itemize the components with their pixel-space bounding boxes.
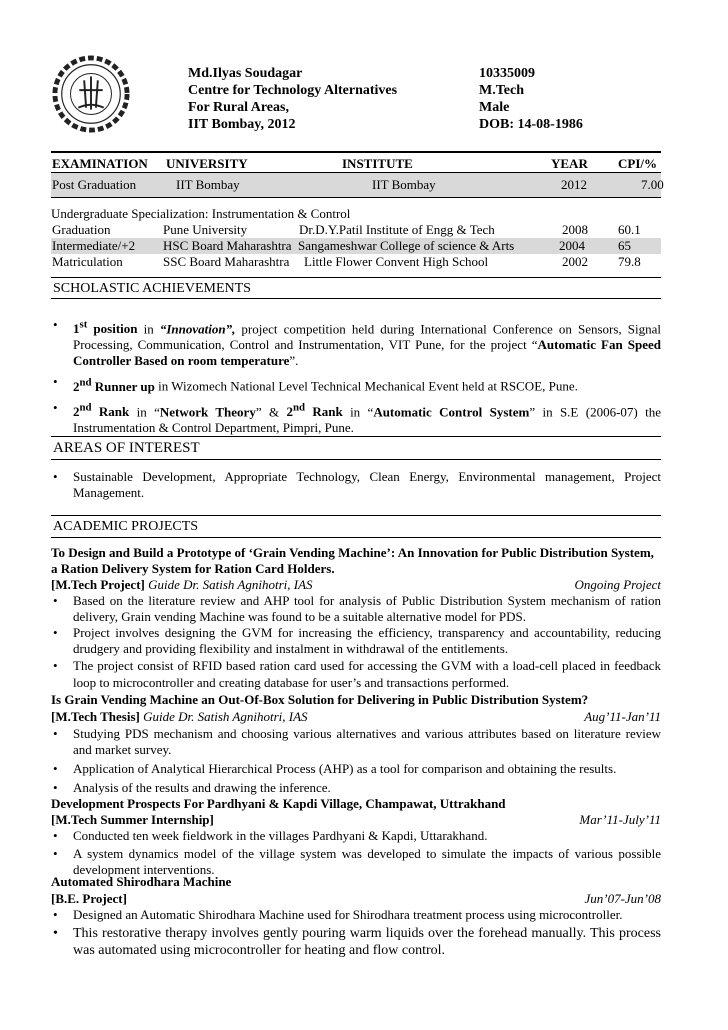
ordinal: 2 [73,378,80,394]
section-heading-projects: ACADEMIC PROJECTS [51,515,661,538]
education-row [51,238,661,254]
cell-exam: Matriculation [52,254,123,269]
project-bullets [51,593,661,691]
iit-bombay-logo [52,55,130,133]
list-item: • Based on the literature review and AHP tool for analysis of Public Distribution System mechanism of ration delivery, Grain vending Machine was found to be a suitable alternative model for PDS. [51,593,661,625]
cell-exam: Intermediate/+2 [52,238,136,253]
cell-university: Pune University [163,222,248,237]
text: project competition held during International Conference on Sensors, Signal Processing, Communication, Control and Instrumentation, VIT Pune, for the project “ [73,321,661,353]
project-type: [M.Tech Summer Internship] [51,812,214,827]
cell-university: HSC Board Maharashtra [163,238,292,253]
project-type: [M.Tech Thesis] [51,709,140,724]
education-row-pg [51,173,664,198]
candidate-name: Md.Ilyas Soudagar [188,66,303,81]
department-line2: For Rural Areas, [188,100,289,115]
rank: Rank [304,403,343,419]
event-name: “Innovation”, [159,321,236,337]
ordinal: 2 [286,403,293,419]
position-text: position [87,321,138,337]
education-table-header [51,151,661,173]
ordinal-suffix: nd [79,401,92,414]
text: in “ [342,403,374,419]
project-type: [M.Tech Project] [51,577,145,592]
project-bullets [51,907,661,959]
header-right [479,65,583,133]
project-bullets [51,828,661,878]
project-date: Mar’11-July’11 [579,812,661,827]
cell-institute: Little Flower Convent High School [304,254,489,269]
cell-year: 2004 [559,238,585,253]
cell-year: 2012 [561,177,587,192]
project-title: To Design and Build a Prototype of ‘Grain Vending Machine’: An Innovation for Public Distribution System, a Ration Delivery System for Ration Card Holders. [51,545,654,576]
ug-specialization: Undergraduate Specialization: Instrumentation & Control [51,206,351,221]
cell-institute: IIT Bombay [372,177,436,192]
list-item: • A system dynamics model of the village system was developed to simulate the impacts of various possible development interventions. [51,846,661,878]
degree: M.Tech [479,83,524,98]
ordinal-suffix: nd [79,376,92,389]
subject: Automatic Control System [373,403,530,419]
header-left [188,65,397,133]
gender: Male [479,100,510,115]
education-row [51,222,661,238]
award: Runner up [91,378,155,394]
project-date: Jun’07-Jun’08 [584,891,661,906]
list-item: • Sustainable Development, Appropriate Technology, Clean Energy, Environmental management, Project Management. [51,469,661,501]
project-meta [51,709,661,725]
cell-institute: Dr.D.Y.Patil Institute of Engg & Tech [299,222,495,237]
list-item: • Designed an Automatic Shirodhara Machine used for Shirodhara treatment process using microcontroller. [51,907,661,923]
project-guide: Guide Dr. Satish Agnihotri, IAS [144,577,313,592]
institute-year: IIT Bombay, 2012 [188,117,296,132]
project-guide: Guide Dr. Satish Agnihotri, IAS [139,709,308,724]
list-item: • This restorative therapy involves gently pouring warm liquids over the forehead manually. This process was automated using microcontroller for heating and flow control. [51,925,661,959]
text: ” in S.E (2006-07) the Instrumentation & Control Department, Pimpri, Pune. [73,403,661,435]
roll-number: 10335009 [479,66,535,81]
cell-university: IIT Bombay [176,177,240,192]
project-name: Automatic Fan Speed Controller Based on room temperature [73,337,661,369]
project-date: Ongoing Project [574,577,661,592]
project-bullets [51,726,661,796]
col-cpi: CPI/% [618,156,657,171]
ordinal-suffix: nd [292,401,305,414]
list-item [51,400,661,436]
col-year: YEAR [551,156,588,171]
scholastic-list [51,317,661,436]
text: in “ [129,403,160,419]
ordinal: 2 [73,403,80,419]
cell-institute: Sangameshwar College of science & Arts [298,238,515,253]
project-meta [51,891,661,907]
cell-year: 2002 [562,254,588,269]
department: Centre for Technology Alternatives [188,83,398,98]
project-title: Is Grain Vending Machine an Out-Of-Box Solution for Delivering in Public Distribution System? [51,692,589,707]
list-item: • Conducted ten week fieldwork in the villages Pardhyani & Kapdi, Uttarakhand. [51,828,661,844]
list-item: • Application of Analytical Hierarchical Process (AHP) as a tool for comparison and obtaining the results. [51,761,661,777]
section-heading-scholastic: SCHOLASTIC ACHIEVEMENTS [51,277,661,299]
list-item: • Analysis of the results and drawing the inference. [51,780,661,796]
col-university: UNIVERSITY [166,156,248,171]
project-meta [51,577,661,593]
cell-university: SSC Board Maharashtra [163,254,290,269]
list-item [51,374,661,394]
col-examination: EXAMINATION [52,156,148,171]
cell-year: 2008 [562,222,588,237]
list-item: • The project consist of RFID based ration card used for accessing the GVM with a load-cell placed in feedback loop to microcontroller and creating database for user’s and transactions performed. [51,657,661,691]
education-row [51,254,661,270]
text: ”. [289,353,299,369]
list-item: • Studying PDS mechanism and choosing various alternatives and various attributes based on literature review and market survey. [51,726,661,758]
cell-cpi: 7.00 [641,177,664,192]
text: in Wizomech National Level Technical Mechanical Event held at RSCOE, Pune. [154,378,578,394]
section-heading-interest: AREAS OF INTEREST [51,436,661,460]
cell-cpi: 79.8 [618,254,641,269]
list-item: • Project involves designing the GVM for increasing the efficiency, transparency and accountability, reducing drudgery and providing flexibility and instalment in withdrawal of the entitlements. [51,625,661,657]
ordinal-suffix: st [79,319,88,331]
cell-cpi: 60.1 [618,222,641,237]
col-institute: INSTITUTE [342,156,413,171]
text: ” & [255,403,287,419]
project-title: Development Prospects For Pardhyani & Kapdi Village, Champawat, Uttrakhand [51,796,506,811]
interest-list [51,469,661,501]
project-title: Automated Shirodhara Machine [51,874,232,889]
cell-cpi: 65 [618,238,631,253]
list-item [51,317,661,369]
cell-exam: Graduation [52,222,111,237]
text: in [137,321,160,337]
ordinal: 1 [73,321,80,337]
date-of-birth: DOB: 14-08-1986 [479,117,583,132]
project-date: Aug’11-Jan’11 [584,709,661,724]
subject: Network Theory [159,403,256,419]
project-meta [51,812,661,828]
project-type: [B.E. Project] [51,891,127,906]
cell-exam: Post Graduation [52,177,137,192]
rank: Rank [91,403,130,419]
